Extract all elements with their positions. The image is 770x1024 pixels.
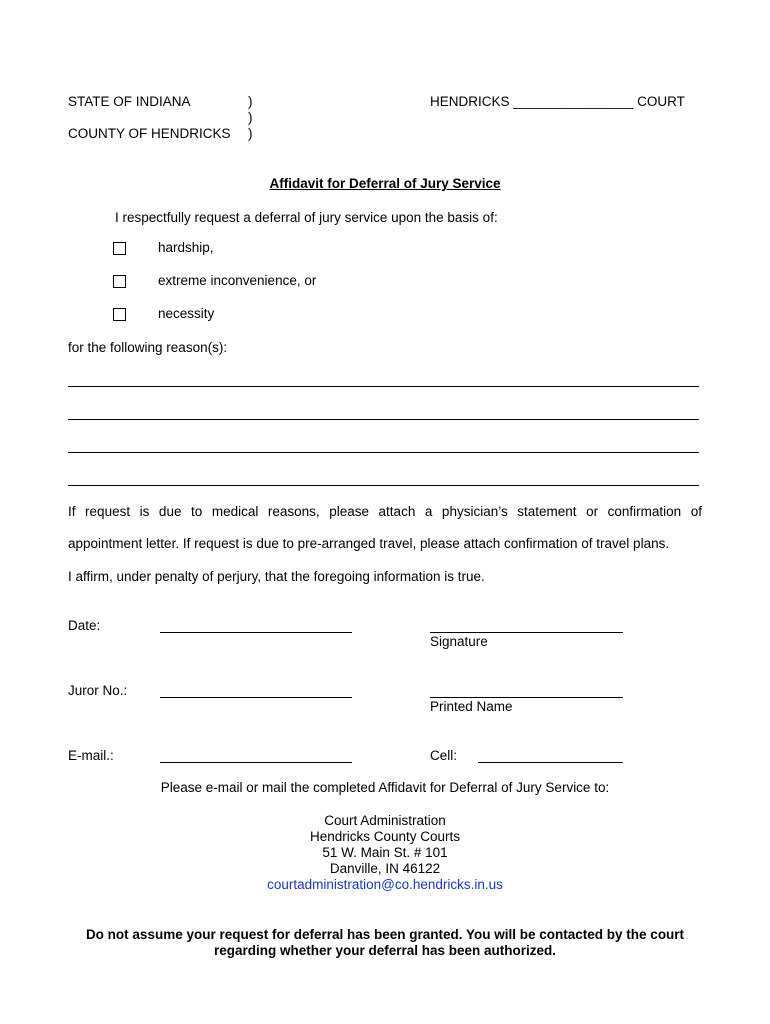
cell-label: Cell: [430,748,458,763]
document-title: Affidavit for Deferral of Jury Service [269,176,501,191]
extreme-inconvenience-checkbox[interactable] [113,275,126,288]
court-email-link[interactable]: courtadministration@co.hendricks.in.us [267,877,503,892]
address-line: 51 W. Main St. # 101 [322,845,448,860]
caption-paren: ) [248,126,253,141]
deferral-warning: Do not assume your request for deferral has been granted. You will be contacted by the court regarding whether your deferral has been authorized. [85,927,685,958]
juror-number-field[interactable] [160,697,352,698]
state-label: STATE OF INDIANA [68,94,191,109]
necessity-label: necessity [158,306,215,321]
reason-line[interactable] [68,386,699,387]
juror-number-label: Juror No.: [68,683,128,698]
date-label: Date: [68,618,101,633]
printed-name-caption: Printed Name [430,699,513,714]
necessity-checkbox[interactable] [113,308,126,321]
signature-field[interactable] [430,632,623,633]
county-label: COUNTY OF HENDRICKS [68,126,231,141]
intro-text: I respectfully request a deferral of jury service upon the basis of: [115,210,498,225]
signature-caption: Signature [430,634,488,649]
reasons-label: for the following reason(s): [68,340,228,355]
hardship-checkbox[interactable] [113,242,126,255]
printed-name-field[interactable] [430,697,623,698]
extreme-inconvenience-label: extreme inconvenience, or [158,273,317,288]
address-line: Hendricks County Courts [309,829,461,844]
travel-instructions-line: appointment letter. If request is due to pre-arranged travel, please attach confirmation of travel plans. [68,536,670,551]
address-line: Court Administration [324,813,446,828]
caption-paren: ) [248,110,253,125]
email-link-row [0,877,770,893]
email-label: E-mail.: [68,748,114,763]
reason-line[interactable] [68,485,699,486]
caption-paren: ) [248,94,253,109]
cell-field[interactable] [478,762,623,763]
address-line: Danville, IN 46122 [329,861,441,876]
reason-line[interactable] [68,452,699,453]
medical-instructions-line: If request is due to medical reasons, please attach a physician’s statement or confirmation of [68,504,702,519]
affirmation-text: I affirm, under penalty of perjury, that the foregoing information is true. [68,569,485,584]
reason-line[interactable] [68,419,699,420]
mail-instruction: Please e-mail or mail the completed Affidavit for Deferral of Jury Service to: [160,780,610,795]
court-name-field[interactable]: HENDRICKS ________________ COURT [430,94,685,109]
hardship-label: hardship, [158,240,214,255]
email-field[interactable] [160,762,352,763]
date-field[interactable] [160,632,352,633]
